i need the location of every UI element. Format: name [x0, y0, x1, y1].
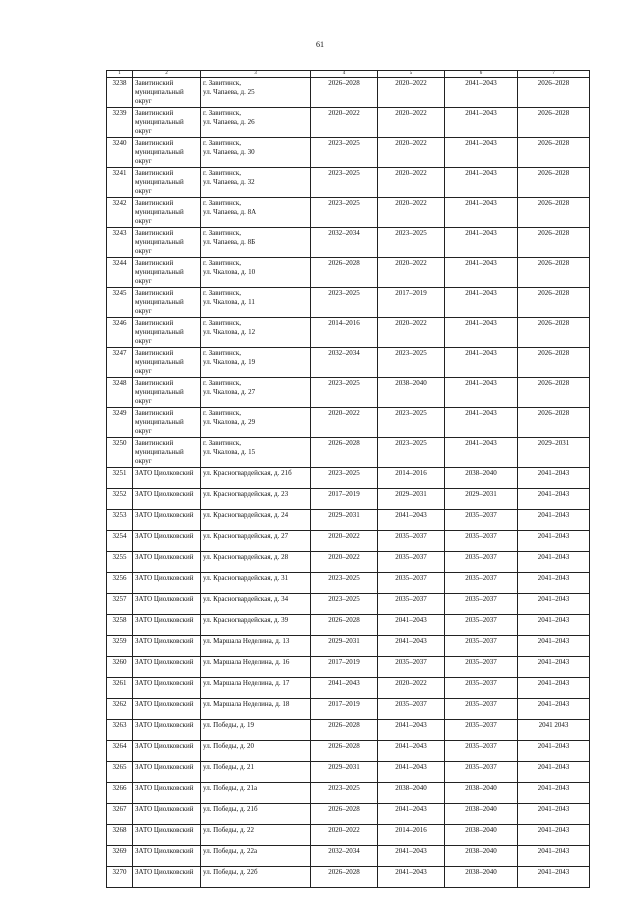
period-col5-cell: 2017–2019 [378, 288, 445, 318]
period-col7-cell: 2041–2043 [518, 615, 590, 636]
period-col6-cell: 2035–2037 [445, 510, 518, 531]
period-col4-cell: 2023–2025 [311, 573, 378, 594]
period-col7-cell: 2041–2043 [518, 783, 590, 804]
period-col6-cell: 2035–2037 [445, 699, 518, 720]
row-number-cell: 3244 [107, 258, 133, 288]
address-cell: г. Завитинск, ул. Чкалова, д. 10 [201, 258, 311, 288]
row-number-cell: 3252 [107, 489, 133, 510]
period-col6-cell: 2035–2037 [445, 678, 518, 699]
period-col7-cell: 2041–2043 [518, 531, 590, 552]
period-col7-cell: 2026–2028 [518, 78, 590, 108]
period-col6-cell: 2041–2043 [445, 258, 518, 288]
period-col7-cell: 2026–2028 [518, 228, 590, 258]
period-col5-cell: 2020–2022 [378, 318, 445, 348]
municipality-cell: ЗАТО Циолковский [133, 741, 201, 762]
address-cell: г. Завитинск, ул. Чапаева, д. 8Б [201, 228, 311, 258]
period-col6-cell: 2035–2037 [445, 720, 518, 741]
period-col5-cell: 2035–2037 [378, 552, 445, 573]
period-col5-cell: 2023–2025 [378, 408, 445, 438]
period-col6-cell: 2035–2037 [445, 762, 518, 783]
period-col7-cell: 2026–2028 [518, 108, 590, 138]
row-number-cell: 3247 [107, 348, 133, 378]
page-number: 61 [316, 40, 324, 49]
period-col5-cell: 2020–2022 [378, 168, 445, 198]
municipality-cell: ЗАТО Циолковский [133, 573, 201, 594]
row-number-cell: 3239 [107, 108, 133, 138]
period-col6-cell: 2038–2040 [445, 468, 518, 489]
table-row [107, 825, 590, 846]
address-cell: ул. Победы, д. 20 [201, 741, 311, 762]
period-col7-cell: 2026–2028 [518, 378, 590, 408]
address-cell: г. Завитинск, ул. Чкалова, д. 29 [201, 408, 311, 438]
table-row [107, 636, 590, 657]
period-col7-cell: 2041–2043 [518, 468, 590, 489]
period-col7-cell: 2026–2028 [518, 408, 590, 438]
period-col4-cell: 2032–2034 [311, 228, 378, 258]
table-row [107, 678, 590, 699]
row-number-cell: 3243 [107, 228, 133, 258]
period-col4-cell: 2014–2016 [311, 318, 378, 348]
period-col5-cell: 2014–2016 [378, 825, 445, 846]
address-cell: ул. Победы, д. 22а [201, 846, 311, 867]
column-header: 4 [311, 71, 378, 78]
row-number-cell: 3267 [107, 804, 133, 825]
period-col7-cell: 2041–2043 [518, 552, 590, 573]
column-header: 5 [378, 71, 445, 78]
table-row [107, 318, 590, 348]
period-col6-cell: 2035–2037 [445, 657, 518, 678]
period-col5-cell: 2041–2043 [378, 804, 445, 825]
period-col4-cell: 2023–2025 [311, 378, 378, 408]
period-col7-cell: 2029–2031 [518, 438, 590, 468]
period-col4-cell: 2026–2028 [311, 741, 378, 762]
period-col5-cell: 2020–2022 [378, 198, 445, 228]
period-col6-cell: 2041–2043 [445, 228, 518, 258]
address-cell: ул. Победы, д. 19 [201, 720, 311, 741]
address-cell: ул. Красногвардейская, д. 31 [201, 573, 311, 594]
period-col4-cell: 2017–2019 [311, 657, 378, 678]
period-col6-cell: 2035–2037 [445, 573, 518, 594]
row-number-cell: 3251 [107, 468, 133, 489]
address-cell: ул. Победы, д. 21а [201, 783, 311, 804]
period-col5-cell: 2029–2031 [378, 489, 445, 510]
period-col4-cell: 2023–2025 [311, 288, 378, 318]
municipality-cell: Завитинский муниципальный округ [133, 138, 201, 168]
period-col5-cell: 2020–2022 [378, 258, 445, 288]
period-col6-cell: 2041–2043 [445, 198, 518, 228]
address-cell: ул. Красногвардейская, д. 24 [201, 510, 311, 531]
address-cell: ул. Красногвардейская, д. 23 [201, 489, 311, 510]
row-number-cell: 3256 [107, 573, 133, 594]
column-header: 7 [518, 71, 590, 78]
address-cell: г. Завитинск, ул. Чапаева, д. 8А [201, 198, 311, 228]
period-col6-cell: 2038–2040 [445, 783, 518, 804]
period-col5-cell: 2041–2043 [378, 867, 445, 888]
address-cell: г. Завитинск, ул. Чапаева, д. 30 [201, 138, 311, 168]
period-col7-cell: 2041–2043 [518, 699, 590, 720]
row-number-cell: 3266 [107, 783, 133, 804]
table-row [107, 762, 590, 783]
period-col4-cell: 2032–2034 [311, 348, 378, 378]
table-row [107, 489, 590, 510]
header-row [107, 71, 590, 78]
period-col7-cell: 2026–2028 [518, 318, 590, 348]
table-row [107, 138, 590, 168]
row-number-cell: 3242 [107, 198, 133, 228]
period-col4-cell: 2026–2028 [311, 615, 378, 636]
address-cell: ул. Победы, д. 22 [201, 825, 311, 846]
table-row [107, 573, 590, 594]
row-number-cell: 3259 [107, 636, 133, 657]
address-cell: ул. Красногвардейская, д. 21б [201, 468, 311, 489]
period-col7-cell: 2026–2028 [518, 288, 590, 318]
period-col6-cell: 2041–2043 [445, 438, 518, 468]
period-col4-cell: 2029–2031 [311, 762, 378, 783]
period-col5-cell: 2041–2043 [378, 762, 445, 783]
period-col4-cell: 2026–2028 [311, 258, 378, 288]
period-col6-cell: 2041–2043 [445, 408, 518, 438]
column-header: 3 [201, 71, 311, 78]
data-table [106, 70, 590, 888]
row-number-cell: 3241 [107, 168, 133, 198]
municipality-cell: ЗАТО Циолковский [133, 720, 201, 741]
table-row [107, 510, 590, 531]
address-cell: ул. Красногвардейская, д. 39 [201, 615, 311, 636]
municipality-cell: Завитинский муниципальный округ [133, 438, 201, 468]
table-row [107, 846, 590, 867]
municipality-cell: Завитинский муниципальный округ [133, 228, 201, 258]
period-col6-cell: 2041–2043 [445, 138, 518, 168]
municipality-cell: ЗАТО Циолковский [133, 531, 201, 552]
table-row [107, 168, 590, 198]
row-number-cell: 3263 [107, 720, 133, 741]
period-col5-cell: 2041–2043 [378, 720, 445, 741]
period-col7-cell: 2026–2028 [518, 258, 590, 288]
period-col4-cell: 2023–2025 [311, 594, 378, 615]
column-header: 2 [133, 71, 201, 78]
period-col5-cell: 2038–2040 [378, 783, 445, 804]
period-col5-cell: 2020–2022 [378, 678, 445, 699]
column-header: 6 [445, 71, 518, 78]
municipality-cell: ЗАТО Циолковский [133, 762, 201, 783]
period-col7-cell: 2041–2043 [518, 636, 590, 657]
municipality-cell: Завитинский муниципальный округ [133, 108, 201, 138]
period-col7-cell: 2041–2043 [518, 825, 590, 846]
period-col5-cell: 2041–2043 [378, 846, 445, 867]
address-cell: ул. Маршала Неделина, д. 17 [201, 678, 311, 699]
address-cell: ул. Маршала Неделина, д. 16 [201, 657, 311, 678]
row-number-cell: 3270 [107, 867, 133, 888]
municipality-cell: Завитинский муниципальный округ [133, 378, 201, 408]
period-col4-cell: 2032–2034 [311, 846, 378, 867]
period-col4-cell: 2017–2019 [311, 489, 378, 510]
period-col5-cell: 2020–2022 [378, 78, 445, 108]
municipality-cell: Завитинский муниципальный округ [133, 258, 201, 288]
period-col6-cell: 2041–2043 [445, 348, 518, 378]
period-col4-cell: 2029–2031 [311, 636, 378, 657]
address-cell: ул. Победы, д. 21б [201, 804, 311, 825]
period-col5-cell: 2020–2022 [378, 108, 445, 138]
period-col5-cell: 2023–2025 [378, 438, 445, 468]
address-cell: г. Завитинск, ул. Чкалова, д. 11 [201, 288, 311, 318]
row-number-cell: 3254 [107, 531, 133, 552]
municipality-cell: ЗАТО Циолковский [133, 867, 201, 888]
period-col6-cell: 2029–2031 [445, 489, 518, 510]
column-header: 1 [107, 71, 133, 78]
period-col4-cell: 2026–2028 [311, 720, 378, 741]
period-col6-cell: 2041–2043 [445, 168, 518, 198]
period-col6-cell: 2038–2040 [445, 846, 518, 867]
row-number-cell: 3268 [107, 825, 133, 846]
municipality-cell: ЗАТО Циолковский [133, 678, 201, 699]
table-row [107, 378, 590, 408]
period-col7-cell: 2041–2043 [518, 804, 590, 825]
address-cell: г. Завитинск, ул. Чкалова, д. 15 [201, 438, 311, 468]
municipality-cell: ЗАТО Циолковский [133, 468, 201, 489]
period-col7-cell: 2041–2043 [518, 657, 590, 678]
municipality-cell: ЗАТО Циолковский [133, 636, 201, 657]
period-col7-cell: 2026–2028 [518, 198, 590, 228]
municipality-cell: Завитинский муниципальный округ [133, 198, 201, 228]
row-number-cell: 3246 [107, 318, 133, 348]
period-col6-cell: 2041–2043 [445, 288, 518, 318]
period-col4-cell: 2026–2028 [311, 78, 378, 108]
address-cell: г. Завитинск, ул. Чкалова, д. 12 [201, 318, 311, 348]
period-col5-cell: 2014–2016 [378, 468, 445, 489]
address-cell: г. Завитинск, ул. Чкалова, д. 19 [201, 348, 311, 378]
period-col5-cell: 2035–2037 [378, 594, 445, 615]
period-col4-cell: 2026–2028 [311, 804, 378, 825]
row-number-cell: 3248 [107, 378, 133, 408]
table-row [107, 198, 590, 228]
table-row [107, 438, 590, 468]
address-cell: ул. Маршала Неделина, д. 18 [201, 699, 311, 720]
period-col4-cell: 2020–2022 [311, 825, 378, 846]
row-number-cell: 3250 [107, 438, 133, 468]
period-col4-cell: 2017–2019 [311, 699, 378, 720]
address-cell: г. Завитинск, ул. Чапаева, д. 25 [201, 78, 311, 108]
period-col5-cell: 2041–2043 [378, 636, 445, 657]
period-col7-cell: 2041–2043 [518, 489, 590, 510]
row-number-cell: 3261 [107, 678, 133, 699]
period-col6-cell: 2041–2043 [445, 78, 518, 108]
municipality-cell: ЗАТО Циолковский [133, 489, 201, 510]
period-col4-cell: 2023–2025 [311, 198, 378, 228]
period-col7-cell: 2026–2028 [518, 168, 590, 198]
address-cell: ул. Красногвардейская, д. 27 [201, 531, 311, 552]
period-col4-cell: 2041–2043 [311, 678, 378, 699]
table-row [107, 468, 590, 489]
row-number-cell: 3258 [107, 615, 133, 636]
municipality-cell: Завитинский муниципальный округ [133, 348, 201, 378]
period-col4-cell: 2023–2025 [311, 138, 378, 168]
municipality-cell: ЗАТО Циолковский [133, 699, 201, 720]
row-number-cell: 3265 [107, 762, 133, 783]
municipality-cell: ЗАТО Циолковский [133, 825, 201, 846]
table-row [107, 408, 590, 438]
period-col4-cell: 2023–2025 [311, 168, 378, 198]
municipality-cell: ЗАТО Циолковский [133, 783, 201, 804]
municipality-cell: ЗАТО Циолковский [133, 657, 201, 678]
address-cell: г. Завитинск, ул. Чкалова, д. 27 [201, 378, 311, 408]
period-col4-cell: 2026–2028 [311, 867, 378, 888]
row-number-cell: 3238 [107, 78, 133, 108]
period-col4-cell: 2020–2022 [311, 531, 378, 552]
period-col7-cell: 2041–2043 [518, 762, 590, 783]
period-col6-cell: 2035–2037 [445, 552, 518, 573]
row-number-cell: 3269 [107, 846, 133, 867]
period-col4-cell: 2023–2025 [311, 783, 378, 804]
period-col6-cell: 2035–2037 [445, 741, 518, 762]
period-col7-cell: 2041–2043 [518, 678, 590, 699]
row-number-cell: 3264 [107, 741, 133, 762]
table-row [107, 594, 590, 615]
period-col4-cell: 2023–2025 [311, 468, 378, 489]
table-body [107, 78, 590, 888]
row-number-cell: 3253 [107, 510, 133, 531]
table-row [107, 867, 590, 888]
address-cell: ул. Победы, д. 21 [201, 762, 311, 783]
address-cell: г. Завитинск, ул. Чапаева, д. 32 [201, 168, 311, 198]
period-col5-cell: 2023–2025 [378, 228, 445, 258]
period-col6-cell: 2038–2040 [445, 825, 518, 846]
period-col5-cell: 2041–2043 [378, 741, 445, 762]
period-col7-cell: 2041–2043 [518, 867, 590, 888]
period-col6-cell: 2035–2037 [445, 615, 518, 636]
table-row [107, 348, 590, 378]
period-col7-cell: 2041–2043 [518, 741, 590, 762]
period-col5-cell: 2035–2037 [378, 657, 445, 678]
period-col6-cell: 2041–2043 [445, 378, 518, 408]
period-col6-cell: 2041–2043 [445, 108, 518, 138]
period-col7-cell: 2041–2043 [518, 510, 590, 531]
row-number-cell: 3257 [107, 594, 133, 615]
period-col5-cell: 2020–2022 [378, 138, 445, 168]
municipality-cell: Завитинский муниципальный округ [133, 78, 201, 108]
period-col7-cell: 2041–2043 [518, 573, 590, 594]
municipality-cell: Завитинский муниципальный округ [133, 318, 201, 348]
address-cell: ул. Красногвардейская, д. 34 [201, 594, 311, 615]
period-col6-cell: 2041–2043 [445, 318, 518, 348]
table-row [107, 228, 590, 258]
municipality-cell: Завитинский муниципальный округ [133, 168, 201, 198]
table-row [107, 720, 590, 741]
period-col7-cell: 2026–2028 [518, 348, 590, 378]
period-col5-cell: 2035–2037 [378, 531, 445, 552]
period-col7-cell: 2041–2043 [518, 594, 590, 615]
address-cell: ул. Красногвардейская, д. 28 [201, 552, 311, 573]
period-col7-cell: 2041–2043 [518, 846, 590, 867]
row-number-cell: 3240 [107, 138, 133, 168]
address-cell: г. Завитинск, ул. Чапаева, д. 26 [201, 108, 311, 138]
row-number-cell: 3245 [107, 288, 133, 318]
municipality-cell: Завитинский муниципальный округ [133, 288, 201, 318]
table-row [107, 108, 590, 138]
period-col5-cell: 2035–2037 [378, 699, 445, 720]
municipality-cell: ЗАТО Циолковский [133, 552, 201, 573]
row-number-cell: 3255 [107, 552, 133, 573]
municipality-cell: ЗАТО Циолковский [133, 615, 201, 636]
row-number-cell: 3249 [107, 408, 133, 438]
address-cell: ул. Победы, д. 22б [201, 867, 311, 888]
municipality-cell: ЗАТО Циолковский [133, 594, 201, 615]
table-row [107, 741, 590, 762]
period-col4-cell: 2020–2022 [311, 108, 378, 138]
table-row [107, 552, 590, 573]
table-row [107, 288, 590, 318]
period-col5-cell: 2041–2043 [378, 615, 445, 636]
period-col5-cell: 2023–2025 [378, 348, 445, 378]
period-col6-cell: 2038–2040 [445, 867, 518, 888]
period-col5-cell: 2035–2037 [378, 573, 445, 594]
table-row [107, 78, 590, 108]
period-col4-cell: 2020–2022 [311, 552, 378, 573]
table-row [107, 258, 590, 288]
period-col7-cell: 2026–2028 [518, 138, 590, 168]
period-col5-cell: 2041–2043 [378, 510, 445, 531]
table-row [107, 531, 590, 552]
period-col6-cell: 2038–2040 [445, 804, 518, 825]
municipality-cell: ЗАТО Циолковский [133, 804, 201, 825]
period-col4-cell: 2029–2031 [311, 510, 378, 531]
municipality-cell: ЗАТО Циолковский [133, 510, 201, 531]
municipality-cell: ЗАТО Циолковский [133, 846, 201, 867]
table-row [107, 804, 590, 825]
period-col4-cell: 2020–2022 [311, 408, 378, 438]
period-col7-cell: 2041 2043 [518, 720, 590, 741]
table-row [107, 699, 590, 720]
row-number-cell: 3260 [107, 657, 133, 678]
period-col5-cell: 2038–2040 [378, 378, 445, 408]
address-cell: ул. Маршала Неделина, д. 13 [201, 636, 311, 657]
municipality-cell: Завитинский муниципальный округ [133, 408, 201, 438]
table-row [107, 783, 590, 804]
period-col4-cell: 2026–2028 [311, 438, 378, 468]
period-col6-cell: 2035–2037 [445, 594, 518, 615]
table-row [107, 657, 590, 678]
table-row [107, 615, 590, 636]
period-col6-cell: 2035–2037 [445, 636, 518, 657]
period-col6-cell: 2035–2037 [445, 531, 518, 552]
row-number-cell: 3262 [107, 699, 133, 720]
